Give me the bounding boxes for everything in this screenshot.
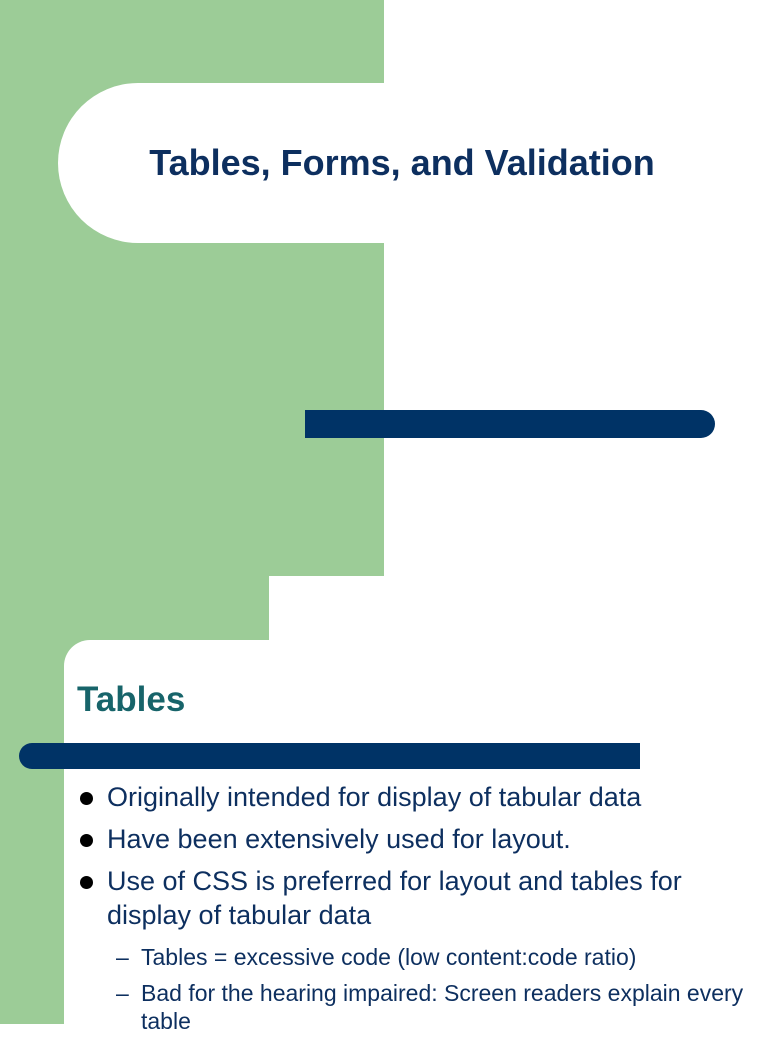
slide2-green-edge [0, 640, 64, 1024]
slide1-title: Tables, Forms, and Validation [149, 142, 655, 183]
bullet-text: Use of CSS is preferred for layout and tables for display of tabular data [107, 866, 682, 930]
bullet-dot-icon [80, 792, 93, 805]
bullet-text: Have been extensively used for layout. [107, 824, 571, 854]
sub-bullet-item [116, 943, 756, 971]
dash-icon: – [116, 944, 129, 970]
sub-bullet-text: Bad for the hearing impaired: Screen readers explain every table [141, 980, 744, 1034]
slide2-navy-bar [19, 743, 640, 769]
bullet-item [78, 864, 738, 932]
sub-bullet-text: Tables = excessive code (low content:code ratio) [141, 944, 637, 970]
bullet-item [78, 822, 738, 856]
dash-icon: – [116, 980, 129, 1006]
sub-bullet-item [116, 979, 756, 1035]
slide2-title: Tables [77, 680, 186, 719]
bullet-text: Originally intended for display of tabular data [107, 782, 642, 812]
slide1-navy-bar [305, 410, 715, 438]
bullet-dot-icon [80, 834, 93, 847]
bullet-dot-icon [80, 876, 93, 889]
bullet-item [78, 780, 738, 814]
bullet-list [78, 780, 738, 940]
sub-bullet-list [116, 943, 756, 1043]
